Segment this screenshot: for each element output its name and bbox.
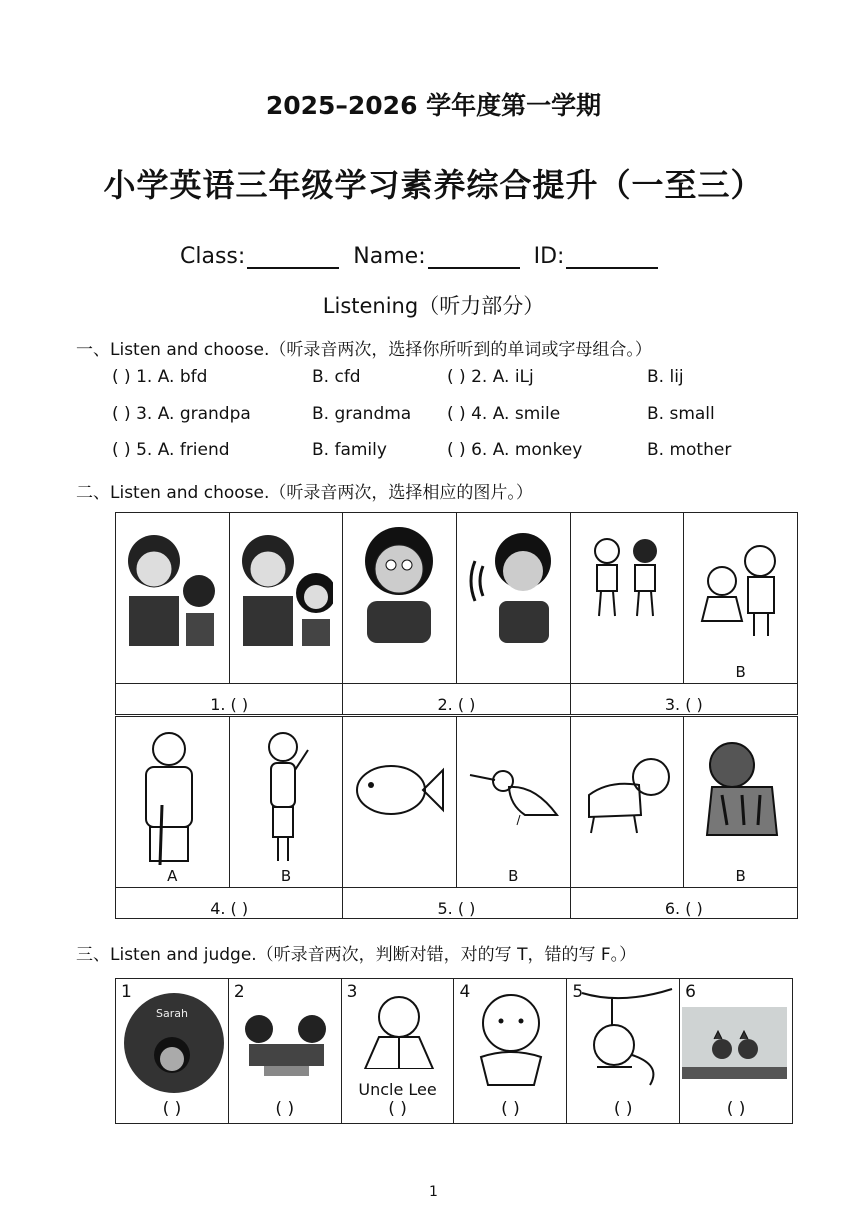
question-3[interactable]: ( ) 3. A. grandpa (112, 404, 251, 424)
id-label: ID: (533, 244, 565, 269)
answer-paren[interactable]: ( ) (275, 1099, 295, 1119)
picture-4a[interactable] (116, 717, 230, 888)
picture-letter: B (508, 867, 519, 885)
woman-waving-icon (238, 725, 333, 870)
picture-1a[interactable] (116, 513, 230, 684)
answer-cell-6[interactable]: 6. ( ) (570, 888, 797, 919)
fish-icon (351, 725, 446, 870)
question-4[interactable]: ( ) 4. A. smile (447, 404, 561, 424)
option-4b: B. small (647, 404, 715, 424)
grandmother-icon (124, 725, 219, 870)
page-title: 小学英语三年级学习素养综合提升（一至三） (103, 166, 764, 204)
picture-letter: B (280, 867, 292, 885)
name-field[interactable] (353, 244, 519, 269)
picture-5b[interactable] (456, 717, 570, 888)
answer-paren[interactable]: ( ) (162, 1099, 182, 1119)
picture-1b[interactable] (229, 513, 343, 684)
name-label: Name: (353, 244, 426, 269)
item-number: 1 (121, 982, 132, 1002)
answer-cell-3[interactable]: 3. ( ) (570, 684, 797, 715)
girl-boy-icon (692, 521, 787, 651)
answer-cell-4[interactable]: 4. ( ) (116, 888, 343, 919)
section1-instruction: 一、Listen and choose.（听录音两次，选择你所听到的单词或字母组合。） (76, 340, 652, 360)
picture-4b[interactable] (229, 717, 343, 888)
answer-cell-5[interactable]: 5. ( ) (343, 888, 570, 919)
option-3b: B. grandma (312, 404, 412, 424)
section3-instruction: 三、Listen and judge.（听录音两次，判断对错，对的写 T，错的写 F。） (76, 945, 637, 965)
id-field[interactable] (534, 244, 659, 269)
name-blank[interactable] (428, 247, 520, 269)
picture-letter: A (167, 867, 178, 885)
option-1b: B. cfd (312, 367, 361, 387)
lion-icon (579, 725, 674, 870)
id-blank[interactable] (566, 247, 658, 269)
mother-daughter-icon (238, 521, 333, 651)
listening-heading: Listening（听力部分） (322, 294, 545, 318)
answer-paren[interactable]: ( ) (613, 1099, 633, 1119)
answer-paren[interactable]: ( ) (501, 1099, 520, 1119)
sarah-tag: Sarah (156, 1007, 188, 1020)
school-year: 2025–2026 学年度第一学期 (265, 91, 602, 120)
uncle-lee-icon (347, 989, 452, 1069)
item-number: 5 (572, 982, 584, 1002)
picture-letter: B (735, 867, 746, 885)
student-info (180, 244, 658, 269)
monkey-icon (572, 985, 677, 1095)
answer-cell-1[interactable]: 1. ( ) (116, 684, 343, 715)
page-number: 1 (429, 1184, 438, 1200)
judge-item-4[interactable] (454, 979, 567, 1124)
thinking-boy-icon (351, 521, 446, 651)
question-5[interactable]: ( ) 5. A. friend (112, 440, 230, 460)
answer-cell-2[interactable]: 2. ( ) (343, 684, 570, 715)
mother-son-icon (124, 521, 219, 651)
option-6b: B. mother (647, 440, 732, 460)
question-row (112, 440, 757, 464)
item-number: 6 (685, 982, 696, 1002)
picture-2b[interactable] (456, 513, 570, 684)
judge-item-5[interactable] (567, 979, 680, 1124)
picture-grid-row2 (115, 716, 798, 919)
class-field[interactable] (180, 244, 339, 269)
picture-3a[interactable] (570, 513, 684, 684)
foxes-icon (682, 1007, 787, 1097)
option-2b: B. lij (647, 367, 684, 387)
uncle-lee-caption: Uncle Lee (358, 1080, 437, 1099)
judge-item-6[interactable] (680, 979, 793, 1124)
class-label: Class: (180, 244, 246, 269)
question-1[interactable]: ( ) 1. A. bfd (112, 367, 208, 387)
judge-grid (115, 978, 793, 1124)
picture-letter: B (735, 663, 746, 681)
question-2[interactable]: ( ) 2. A. iLj (447, 367, 534, 387)
option-5b: B. family (312, 440, 387, 460)
kids-reading-icon (234, 1004, 339, 1094)
judge-item-2[interactable] (228, 979, 341, 1124)
answer-paren[interactable]: ( ) (388, 1099, 407, 1119)
answer-paren[interactable]: ( ) (726, 1099, 746, 1119)
question-row (112, 367, 757, 391)
picture-2a[interactable] (343, 513, 457, 684)
question-6[interactable]: ( ) 6. A. monkey (447, 440, 583, 460)
judge-item-1[interactable] (116, 979, 229, 1124)
picture-3b[interactable] (684, 513, 798, 684)
question-row (112, 404, 757, 428)
baby-icon (459, 987, 564, 1097)
listening-boy-icon (465, 521, 560, 651)
two-boys-icon (579, 521, 674, 651)
picture-5a[interactable] (343, 717, 457, 888)
picture-6b[interactable] (684, 717, 798, 888)
item-number: 4 (459, 982, 471, 1002)
judge-item-3[interactable] (341, 979, 454, 1124)
picture-6a[interactable] (570, 717, 684, 888)
item-number: 2 (233, 982, 245, 1002)
item-number: 3 (346, 982, 358, 1002)
tiger-icon (692, 725, 787, 870)
picture-grid-row1 (115, 512, 798, 715)
section2-instruction: 二、Listen and choose.（听录音两次，选择相应的图片。） (76, 483, 533, 503)
sarah-portrait-icon (118, 987, 230, 1099)
bird-icon (465, 725, 560, 870)
class-blank[interactable] (247, 247, 339, 269)
